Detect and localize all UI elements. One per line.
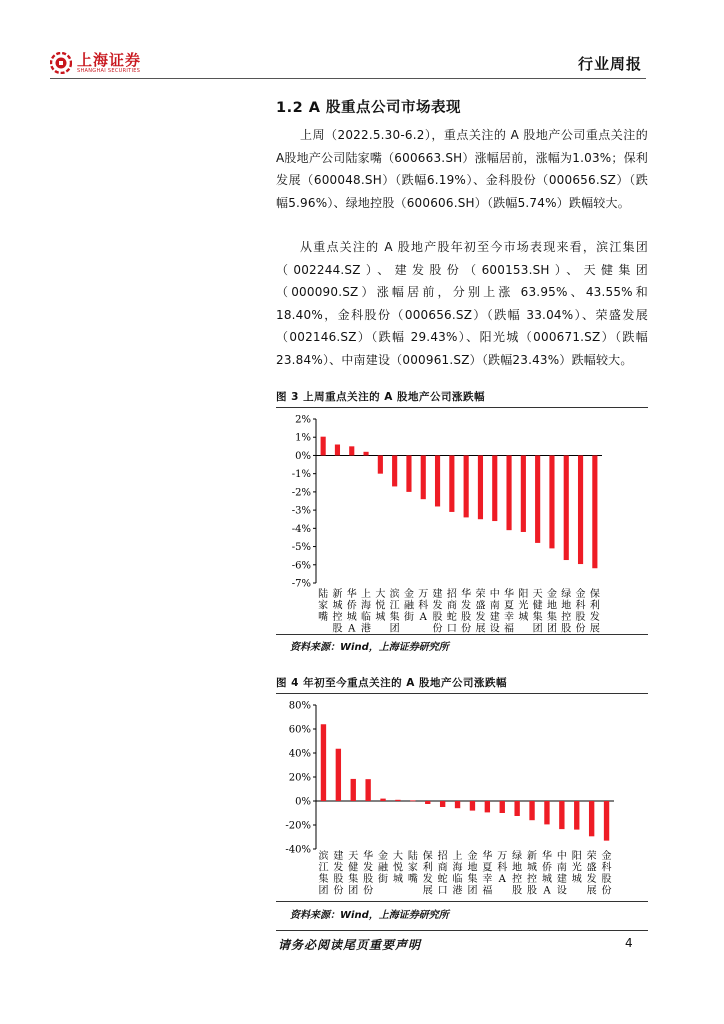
bar [336, 749, 341, 801]
x-tick-label: 滨江集团 [389, 589, 400, 635]
bar [349, 446, 354, 455]
logo-emblem-icon [50, 52, 72, 74]
header-divider [50, 78, 646, 79]
x-tick-label: 中南建设 [489, 589, 500, 635]
bar [529, 801, 534, 820]
bar [410, 800, 415, 801]
x-tick-label: 金科股份 [601, 851, 612, 897]
page-number: 4 [625, 936, 633, 950]
y-tick-label: 60% [288, 724, 311, 736]
x-tick-label: 华侨城 A [346, 589, 357, 635]
figure3-chart [276, 410, 648, 635]
x-tick-label: 上海临港 [452, 851, 463, 897]
figure4-source: 资料来源：Wind，上海证券研究所 [290, 910, 449, 921]
bar [406, 455, 411, 491]
x-tick-label: 阳光城 [571, 851, 582, 885]
y-tick-label: -20% [285, 820, 311, 832]
bar [514, 801, 519, 816]
x-tick-label: 华发股份 [461, 589, 472, 635]
bar [506, 455, 511, 530]
y-tick-label: -40% [285, 844, 311, 856]
bar [435, 455, 440, 506]
x-tick-label: 华侨城 A [541, 851, 552, 897]
x-tick-label: 金融街 [403, 589, 414, 623]
bar [535, 455, 540, 542]
paragraph-ytd: 从重点关注的 A 股地产股年初至今市场表现来看，滨江集团（002244.SZ）、建发股份（600153.SH）、天健集团（000090.SZ）涨幅居前，分别上涨 63.95%、43.55%和 18.40%，金科股份（000656.SZ）（跌幅 33.04%）、荣盛发展（002146.SZ）（跌幅 29.43%）、阳光城（000671.SZ）（跌幅23.84%）、中南建设（000961.SZ）（跌幅23.43%）跌幅较大。 [276, 240, 648, 367]
bar [592, 455, 597, 568]
bar [521, 455, 526, 532]
x-tick-label: 新城控股 [332, 589, 343, 635]
x-tick-label: 华夏幸福 [504, 589, 515, 635]
bar [365, 779, 370, 801]
x-tick-label: 中南建设 [556, 851, 567, 897]
bar [351, 779, 356, 801]
logo-chinese-name: 上海证券 [77, 51, 142, 69]
figure4-bottom-rule [276, 901, 648, 902]
x-tick-label: 绿地控股 [512, 851, 523, 897]
bar [380, 799, 385, 801]
bar [564, 455, 569, 560]
bar [500, 801, 505, 813]
y-tick-label: -5% [291, 542, 311, 554]
bar [589, 801, 594, 836]
figure3-title: 图 3 上周重点关注的 A 股地产公司涨跌幅 [276, 391, 486, 403]
logo-english-name: SHANGHAI SECURITIES [77, 68, 141, 74]
y-tick-label: -2% [291, 487, 311, 499]
bar [321, 437, 326, 456]
bar [574, 801, 579, 830]
bar [395, 800, 400, 801]
x-tick-label: 陆家嘴 [318, 589, 329, 623]
x-tick-label: 荣盛发展 [475, 589, 486, 635]
figure3-bottom-rule [276, 634, 648, 635]
y-tick-label: -6% [291, 560, 311, 572]
bar [392, 455, 397, 486]
figure4-title: 图 4 年初至今重点关注的 A 股地产公司涨跌幅 [276, 677, 508, 689]
x-tick-label: 建发股份 [333, 851, 344, 897]
bar [559, 801, 564, 829]
y-tick-label: -7% [291, 578, 311, 590]
x-tick-label: 华夏幸福 [482, 851, 493, 897]
x-tick-label: 绿地控股 [561, 589, 572, 635]
y-tick-label: 40% [288, 748, 311, 760]
bar [321, 724, 326, 801]
bar [449, 455, 454, 511]
bar [378, 455, 383, 473]
x-tick-label: 荣盛发展 [586, 851, 597, 897]
report-type-label: 行业周报 [577, 55, 642, 73]
x-tick-label: 招商蛇口 [437, 851, 448, 897]
bar [485, 801, 490, 812]
y-tick-label: 0% [295, 796, 311, 808]
x-tick-label: 大悦城 [392, 851, 403, 885]
x-tick-label: 金科股份 [575, 589, 586, 635]
x-tick-label: 滨江集团 [318, 851, 329, 897]
x-tick-label: 建发股份 [432, 589, 443, 635]
bar [425, 801, 430, 804]
bar [604, 801, 609, 841]
y-tick-label: 20% [288, 772, 311, 784]
footer-divider [276, 930, 648, 931]
x-tick-label: 金融街 [378, 851, 389, 885]
bar [363, 452, 368, 456]
bar [478, 455, 483, 519]
figure3-source: 资料来源：Wind，上海证券研究所 [290, 642, 449, 653]
figure3-top-rule [276, 407, 648, 408]
page-header [50, 48, 646, 84]
bar [492, 455, 497, 521]
bar [455, 801, 460, 808]
y-tick-label: 1% [295, 432, 311, 444]
y-tick-label: -4% [291, 523, 311, 535]
bar [578, 455, 583, 564]
figure4-chart [276, 696, 648, 901]
bar [464, 455, 469, 517]
bar [549, 455, 554, 548]
footer-disclaimer: 请务必阅读尾页重要声明 [278, 938, 422, 952]
y-tick-label: -3% [291, 505, 311, 517]
y-tick-label: -1% [291, 469, 311, 481]
y-tick-label: 80% [288, 700, 311, 712]
x-tick-label: 大悦城 [375, 589, 386, 623]
x-tick-label: 金地集团 [546, 589, 557, 635]
x-tick-label: 招商蛇口 [446, 589, 457, 635]
figure4-top-rule [276, 693, 648, 694]
paragraph-weekly: 上周（2022.5.30-6.2），重点关注的 A 股地产公司重点关注的A股地产公司陆家嘴（600663.SH）涨幅居前，涨幅为1.03%；保利发展（600048.SH）（跌幅6.19%）、金科股份（000656.SZ）（跌幅5.96%）、绿地控股（600606.SH）（跌幅5.74%）跌幅较大。 [276, 128, 648, 210]
x-tick-label: 阳光城 [518, 589, 529, 623]
x-tick-label: 天健集团 [532, 589, 543, 635]
x-tick-label: 新城控股 [527, 851, 538, 897]
y-tick-label: 2% [295, 414, 311, 426]
x-tick-label: 金地集团 [467, 851, 478, 897]
x-tick-label: 华发股份 [363, 851, 374, 897]
y-tick-label: 0% [295, 450, 311, 462]
x-tick-label: 万科 A [418, 589, 429, 623]
x-tick-label: 上海临港 [361, 589, 372, 635]
company-logo [50, 52, 141, 74]
x-tick-label: 万科 A [497, 851, 508, 885]
bar [544, 801, 549, 824]
bar [421, 455, 426, 499]
section-heading: 1.2 A 股重点公司市场表现 [276, 100, 462, 116]
x-tick-label: 保利发展 [422, 851, 433, 897]
x-tick-label: 保利发展 [589, 589, 600, 635]
x-tick-label: 天健集团 [348, 851, 359, 897]
bar [335, 445, 340, 456]
x-tick-label: 陆家嘴 [407, 851, 418, 885]
bar [440, 801, 445, 807]
bar [470, 801, 475, 811]
